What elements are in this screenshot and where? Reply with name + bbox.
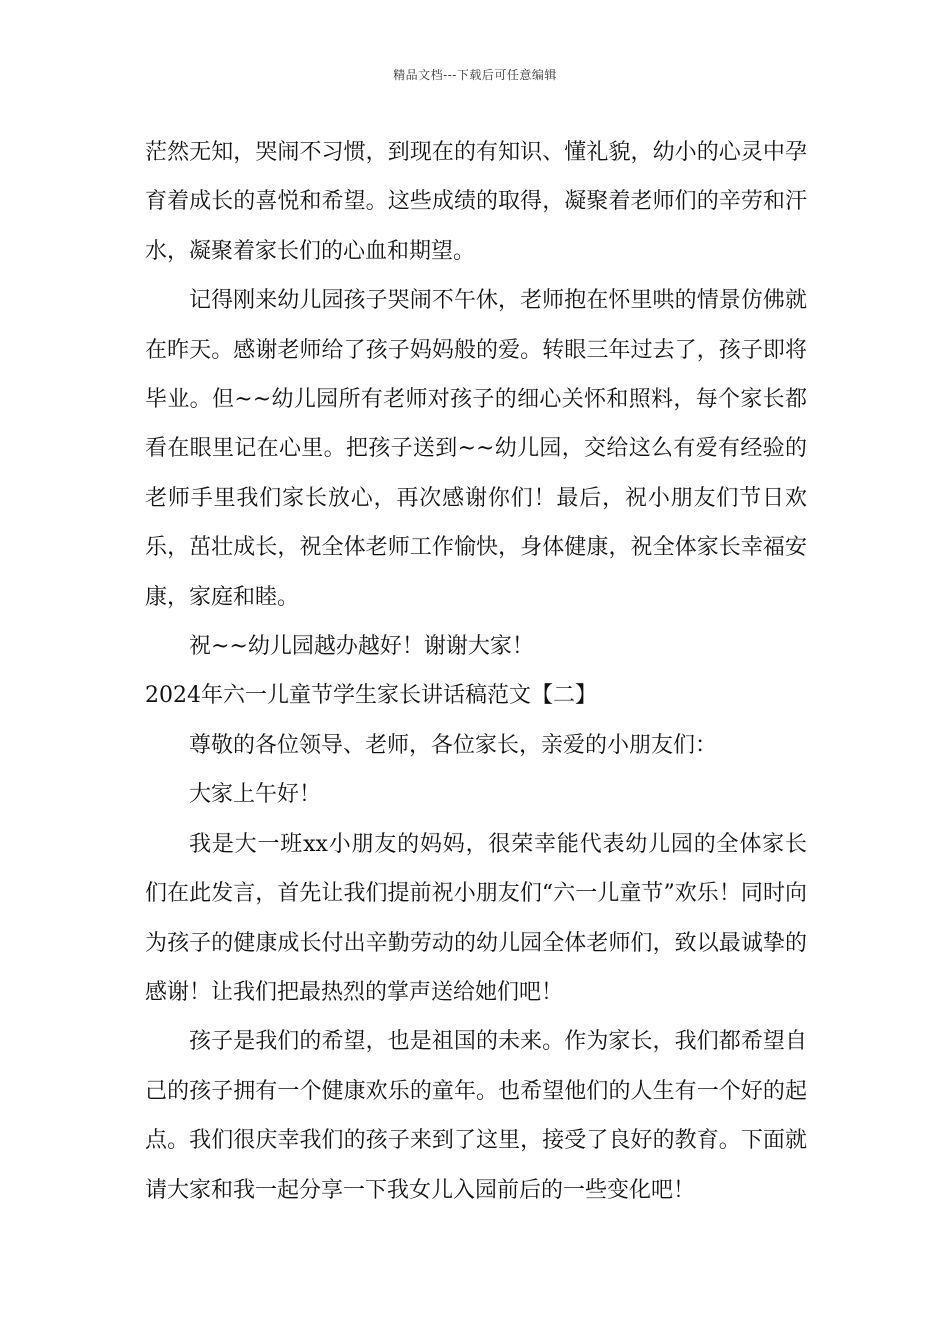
section-title: 2024年六一儿童节学生家长讲话稿范文【二】 xyxy=(145,683,597,709)
salutation: 尊敬的各位领导、老师，各位家长，亲爱的小朋友们： xyxy=(189,732,718,758)
greeting: 大家上午好！ xyxy=(189,782,322,808)
page-header: 精品文档---下载后可任意编辑 xyxy=(393,68,557,82)
paragraph-3: 祝~~幼儿园越办越好！谢谢大家！ xyxy=(189,634,534,660)
paragraph-1: 茫然无知，哭闹不习惯，到现在的有知识、懂礼貌，幼小的心灵中孕育着成长的喜悦和希望。这些成绩的取得，凝聚着老师们的辛劳和汗水，凝聚着家长们的心血和期望。 xyxy=(145,140,807,264)
paragraph-7: 我是大一班xx小朋友的妈妈，很荣幸能代表幼儿园的全体家长们在此发言，首先让我们提前祝小朋友们“六一儿童节”欢乐！同时向为孩子的健康成长付出辛勤劳动的幼儿园全体老师们，致以最诚挚的感谢！让我们把最热烈的掌声送给她们吧！ xyxy=(145,831,807,1005)
paragraph-2: 记得刚来幼儿园孩子哭闹不午休，老师抱在怀里哄的情景仿佛就在昨天。感谢老师给了孩子妈妈般的爱。转眼三年过去了，孩子即将毕业。但~~幼儿园所有老师对孩子的细心关怀和照料，每个家长都看在眼里记在心里。把孩子送到~~幼儿园，交给这么有爱有经验的老师手里我们家长放心，再次感谢你们！最后，祝小朋友们节日欢乐，茁壮成长，祝全体老师工作愉快，身体健康，祝全体家长幸福安康，家庭和睦。 xyxy=(145,288,807,610)
paragraph-8: 孩子是我们的希望，也是祖国的未来。作为家长，我们都希望自己的孩子拥有一个健康欢乐的童年。也希望他们的人生有一个好的起点。我们很庆幸我们的孩子来到了这里，接受了良好的教育。下面就请大家和我一起分享一下我女儿入园前后的一些变化吧！ xyxy=(145,1029,807,1203)
document-body xyxy=(145,128,807,1215)
